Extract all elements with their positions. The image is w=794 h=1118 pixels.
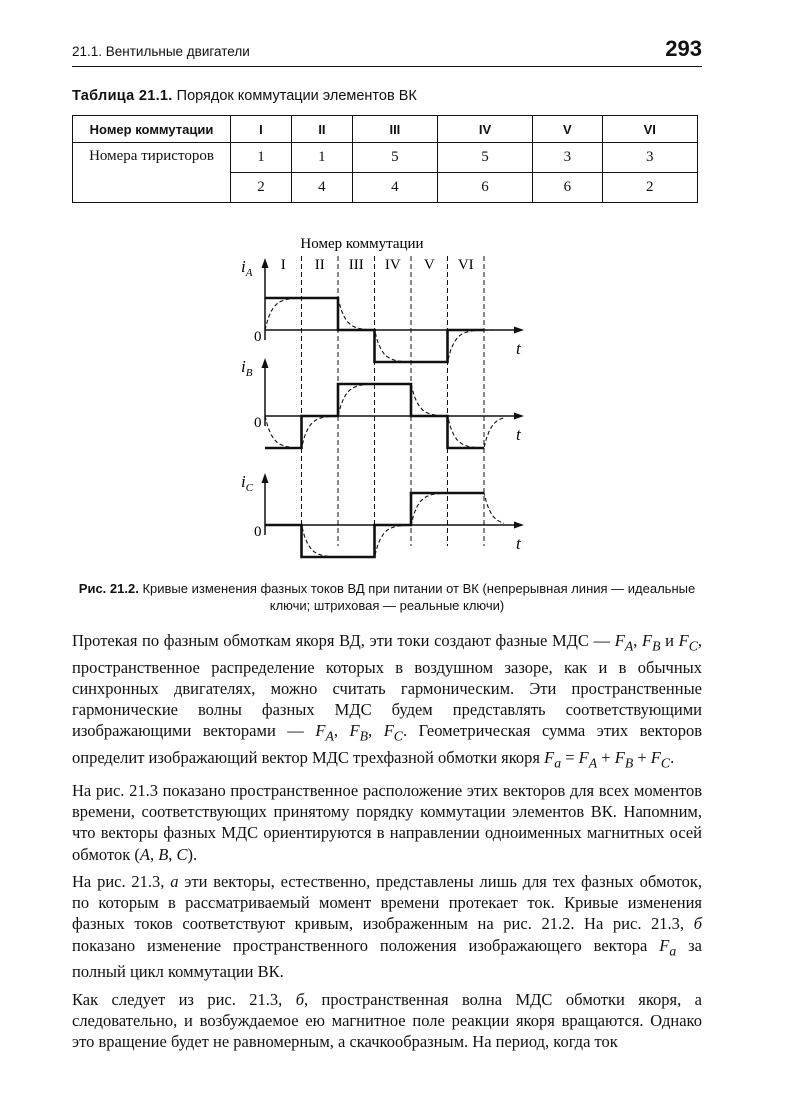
- text-run: ,: [333, 721, 350, 741]
- origin-label: 0: [254, 415, 262, 431]
- symbol: F: [544, 748, 555, 768]
- table-col-header: VI: [602, 116, 697, 143]
- symbol: а: [170, 871, 179, 891]
- origin-label: 0: [254, 329, 262, 345]
- subscript: a: [554, 755, 562, 771]
- time-axis-arrow: [514, 327, 524, 334]
- text-run: ,: [368, 721, 384, 741]
- subscript: C: [393, 728, 403, 744]
- subscript: A: [624, 638, 634, 654]
- table-cell: 4: [291, 173, 352, 203]
- phase-current-label: $i_B$: [241, 357, 253, 379]
- table-caption-label: Таблица 21.1.: [72, 88, 173, 104]
- figure-caption: [72, 580, 702, 614]
- text-run: , пространственная волна МДС обмотки якоря, а следовательно, и возбуждаемое ею магнитное поле реакции якоря вращаются. Однако это вращение будет не равномерным, а скачкообразным. На период, когда ток: [72, 989, 702, 1052]
- table-header-row: [73, 116, 698, 143]
- vector-fa-total: [659, 935, 677, 959]
- subscript: a: [669, 943, 677, 959]
- table-cell: 2: [231, 173, 292, 203]
- body-text: [72, 630, 702, 1059]
- origin-label: 0: [254, 524, 262, 540]
- table-cell: 5: [352, 143, 437, 173]
- subscript: C: [660, 755, 671, 771]
- symbol: F: [659, 935, 670, 955]
- subscript: A: [588, 755, 598, 771]
- text-run: ,: [149, 844, 159, 864]
- time-label: t: [516, 425, 521, 444]
- time-label: t: [516, 339, 521, 358]
- symbol-fa: [614, 631, 634, 654]
- symbol: F: [383, 721, 394, 741]
- subscript: B: [359, 728, 369, 744]
- text-run: .: [670, 748, 675, 768]
- table-header-label: Номер коммутации: [73, 116, 231, 143]
- time-axis-arrow: [514, 522, 524, 529]
- symbol: б: [693, 914, 702, 934]
- paragraph-2: [72, 780, 702, 865]
- table-cell: 4: [352, 173, 437, 203]
- symbol: F: [614, 748, 625, 768]
- header-rule: [72, 66, 702, 67]
- text-run: На рис. 21.3 показано пространственное расположение этих векторов для всех моментов времени, соответствующих принятому порядку коммутации элементов ВК. Напомним, что векторы фазных МДС ориентируются в направлении одноименных магнитных осей обмоток (: [72, 780, 702, 864]
- current-waveforms-figure: [230, 228, 540, 573]
- symbol: C: [176, 844, 188, 864]
- symbol: F: [614, 631, 625, 650]
- table-cell: 6: [437, 173, 532, 203]
- text-run: показано изменение пространственного положения изображающего вектора: [72, 935, 660, 955]
- symbol-fc: [678, 631, 698, 654]
- table-col-header: V: [533, 116, 602, 143]
- text-run: Протекая по фазным обмоткам якоря ВД, эти токи создают фазные МДС —: [72, 631, 611, 650]
- table-col-header: I: [231, 116, 292, 143]
- text-run: +: [633, 748, 651, 768]
- text-run: эти векторы, естественно, представлены лишь для тех фазных обмоток, по которым в рассматриваемый момент времени протекает ток. Кривые изменения фазных токов соответствуют кривым, изображенным на рис. 21.2. На рис. 21.3,: [72, 871, 702, 934]
- interval-label: V: [423, 257, 435, 273]
- interval-label: IV: [384, 257, 401, 273]
- interval-label: I: [280, 257, 286, 273]
- symbol: F: [315, 721, 326, 741]
- text-run: Как следует из рис. 21.3,: [72, 989, 296, 1009]
- table-row-label: Номера тиристоров: [73, 143, 231, 203]
- text-run: ,: [168, 844, 177, 864]
- equation-term-c: [650, 748, 671, 771]
- y-axis-arrow: [262, 258, 269, 268]
- text-run: ,: [633, 631, 642, 650]
- phase-current-label: $i_C$: [241, 472, 254, 494]
- symbol: A: [139, 844, 150, 864]
- running-head: [72, 36, 702, 68]
- symbol: б: [295, 989, 305, 1009]
- text-run: и: [660, 631, 679, 650]
- table-cell: 1: [291, 143, 352, 173]
- symbol: F: [678, 631, 689, 650]
- waveform-diagram: [230, 228, 540, 573]
- symbol: F: [578, 748, 589, 768]
- phase-current-label: $i_A$: [241, 257, 253, 279]
- symbol-fb: [642, 631, 661, 654]
- text-run: =: [561, 748, 579, 768]
- time-label: t: [516, 534, 521, 553]
- text-run: . Геометрическая сумма этих векторов определит изображающий вектор МДС трехфазной обмотки якоря: [72, 721, 703, 768]
- y-axis-arrow: [262, 473, 269, 483]
- table-cell: 5: [437, 143, 532, 173]
- time-axis-arrow: [514, 413, 524, 420]
- vector-fb: [349, 721, 369, 744]
- y-axis-arrow: [262, 358, 269, 368]
- table-caption-text: Порядок коммутации элементов ВК: [176, 88, 417, 104]
- interval-label: II: [314, 257, 325, 273]
- paragraph-1: [72, 630, 702, 774]
- paragraph-3: [72, 871, 702, 983]
- symbol: F: [642, 631, 653, 650]
- subscript: C: [688, 638, 698, 654]
- text-run: +: [597, 748, 615, 768]
- interval-label: VI: [457, 257, 474, 273]
- symbol: F: [650, 748, 661, 768]
- equation-term-a: [578, 748, 598, 771]
- table-col-header: IV: [437, 116, 532, 143]
- equation-term-b: [614, 748, 634, 771]
- table-cell: 3: [533, 143, 602, 173]
- section-title: 21.1. Вентильные двигатели: [72, 44, 250, 59]
- symbol: F: [349, 721, 360, 741]
- interval-label: III: [348, 257, 364, 273]
- text-run: , пространственное распределение которых в воздушном зазоре, как и в обычных синхронных двигателях, можно считать гармоническим. Эти пространственные гармонические волны фазных МДС будем представлять соответствующими изображающими векторами —: [72, 631, 703, 741]
- vector-fc: [383, 721, 403, 744]
- equation-lhs: [544, 748, 562, 771]
- table-col-header: II: [291, 116, 352, 143]
- figure-title: Номер коммутации: [300, 236, 424, 252]
- symbol: B: [158, 844, 169, 864]
- subscript: B: [624, 755, 634, 771]
- paragraph-4: [72, 989, 702, 1053]
- commutation-table: [72, 115, 698, 203]
- table-cell: 3: [602, 143, 697, 173]
- vector-fa: [315, 721, 334, 744]
- page-number: 293: [665, 36, 702, 61]
- table-cell: 2: [602, 173, 697, 203]
- table-cell: 1: [231, 143, 292, 173]
- text-run: за полный цикл коммутации ВК.: [72, 935, 702, 982]
- subscript: B: [652, 638, 661, 654]
- table-caption: [72, 88, 417, 104]
- text-run: На рис. 21.3,: [72, 871, 171, 891]
- text-run: ).: [187, 844, 198, 864]
- table-cell: 6: [533, 173, 602, 203]
- table-row: [73, 143, 698, 173]
- figure-caption-label: Рис. 21.2.: [78, 581, 139, 596]
- table-col-header: III: [352, 116, 437, 143]
- subscript: A: [325, 728, 334, 744]
- figure-caption-text: Кривые изменения фазных токов ВД при питании от ВК (непрерывная линия — идеальные ключи; штриховая — реальные ключи): [142, 581, 696, 613]
